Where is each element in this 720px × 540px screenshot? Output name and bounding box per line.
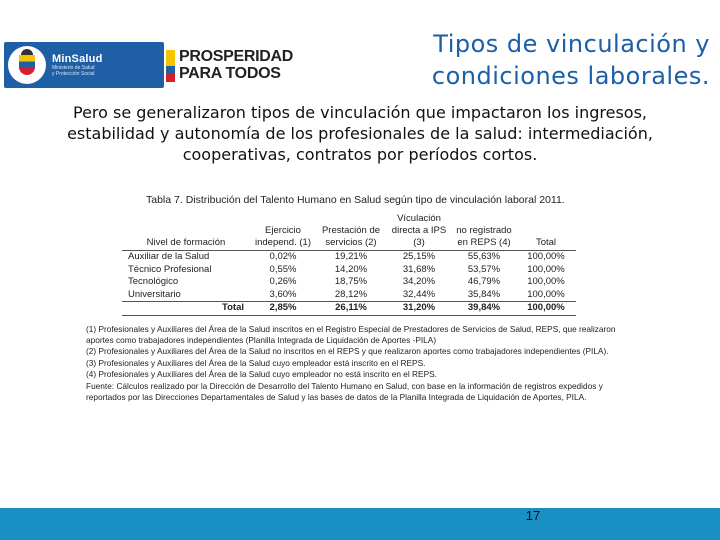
table-cell: 0,02% — [269, 251, 297, 262]
minsalud-logo-title: MinSalud — [52, 53, 103, 65]
table-note: (2) Profesionales y Auxiliares del Área de la Salud no inscritos en el REPS y que realizaron aportes como trabajadores independientes (PILA). — [86, 346, 609, 357]
prosperidad-logo-text: PROSPERIDAD PARA TODOS — [179, 48, 294, 82]
table-cell: 53,57% — [467, 263, 501, 275]
table-cell: 55,63% — [467, 251, 501, 262]
table-cell: Universitario — [128, 288, 181, 300]
table-cell: 31,68% — [402, 263, 436, 275]
table-note: (4) Profesionales y Auxiliares del Área de la Salud cuyo empleador no está inscrito en el REPS. — [86, 369, 437, 380]
flag-stripes-icon — [166, 50, 175, 82]
table-source-note: Fuente: Cálculos realizado por la Dirección de Desarrollo del Talento Humano en Salud, con base en la información de registros expedidos y reportados por las Direcciones Departamentales de Salud y las bases de datos de la Planilla Integrada de Liquidación de Aportes, PILA. — [86, 380, 603, 402]
table-cell: Tecnológico — [128, 276, 179, 287]
table-cell: 35,84% — [467, 288, 501, 300]
table-cell: 100,00% — [527, 263, 565, 275]
table-cell: Técnico Profesional — [128, 263, 212, 275]
table-cell: 2,85% — [250, 302, 316, 316]
footer-bar — [0, 508, 720, 540]
table-cell: 34,20% — [402, 276, 436, 287]
table-cell: 100,00% — [527, 251, 565, 262]
slide-header — [0, 0, 720, 95]
table-cell: 100,00% — [516, 302, 576, 316]
table-cell: 0,55% — [269, 263, 297, 275]
colombia-seal-icon — [8, 46, 46, 84]
table-cell: 19,21% — [334, 251, 368, 262]
table-row — [122, 264, 576, 277]
column-header: Ejercicio independ. (1) — [250, 212, 316, 251]
table-caption: Tabla 7. Distribución del Talento Humano en Salud según tipo de vinculación laboral 2011. — [146, 194, 565, 206]
table-notes — [86, 324, 644, 404]
table-cell: 39,84% — [452, 302, 516, 316]
table-row — [122, 289, 576, 302]
prosperidad-para-todos-logo — [166, 48, 302, 84]
column-header: Nivel de formación — [122, 212, 250, 251]
column-header: no registrado en REPS (4) — [452, 212, 516, 251]
table-note: (1) Profesionales y Auxiliares del Área de la Salud inscritos en el Registro Especial de Prestadores de Servicios de Salud, REPS, que realizaron aportes como trabajadores independientes (Planilla Integrada de Liquidación de Aportes -PILA) — [86, 323, 616, 345]
table-cell: 0,26% — [269, 276, 297, 287]
slide-title: Tipos de vinculación y condiciones laborales. — [431, 30, 710, 90]
table-cell: 31,20% — [386, 302, 452, 316]
intro-paragraph: Pero se generalizaron tipos de vinculación que impactaron los ingresos, estabilidad y autonomía de los profesionales de la salud: intermediación, cooperativas, contratos por períodos cortos. — [67, 103, 653, 164]
table-note: (3) Profesionales y Auxiliares del Área de la Salud cuyo empleador está inscrito en el REPS. — [86, 357, 426, 368]
table-cell: 14,20% — [334, 263, 368, 275]
page-number: 17 — [525, 508, 541, 523]
employment-type-table — [122, 212, 576, 316]
column-header: Prestación de servicios (2) — [316, 212, 386, 251]
table-row — [122, 276, 576, 289]
minsalud-logo — [4, 42, 164, 88]
table-cell: 28,12% — [334, 288, 368, 300]
table-header-row — [122, 212, 576, 251]
table-cell: 26,11% — [316, 302, 386, 316]
table-cell: 25,15% — [402, 251, 436, 262]
table-cell: 100,00% — [527, 288, 565, 300]
table-cell: 100,00% — [527, 276, 565, 287]
column-header: Vículación directa a IPS (3) — [386, 212, 452, 251]
table-cell: Auxiliar de la Salud — [128, 251, 210, 262]
minsalud-logo-subtitle: Ministerio de Salud y Protección Social — [52, 65, 95, 77]
table-cell: Total — [122, 302, 250, 316]
table-cell: 18,75% — [334, 276, 368, 287]
table-total-row — [122, 302, 576, 316]
column-header: Total — [516, 212, 576, 251]
table-row — [122, 251, 576, 264]
table-cell: 3,60% — [269, 288, 297, 300]
table-cell: 32,44% — [402, 288, 436, 300]
table-cell: 46,79% — [467, 276, 501, 287]
table-figure — [84, 194, 644, 403]
